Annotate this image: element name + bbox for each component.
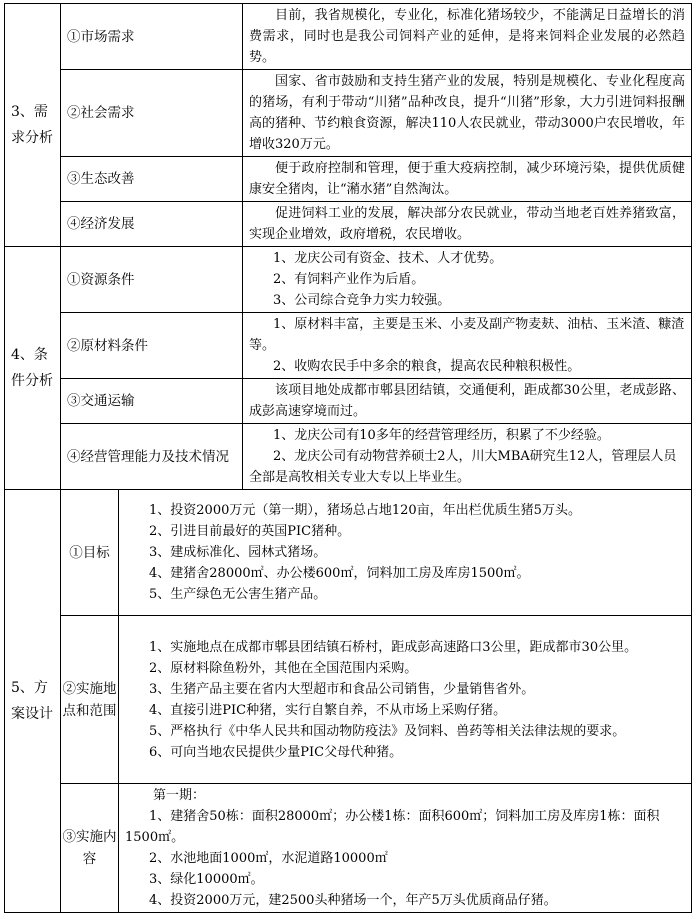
list-item: 2、原材料除鱼粉外，其他在全国范围内采购。 xyxy=(149,660,418,676)
section-5-title: 5、方案设计 xyxy=(5,490,61,913)
demand-ecology-text: 便于政府控制和管理，便于重大疫病控制，减少环境污染，提供优质健康安全猪肉，让“潲水猪”自然淘汰。 xyxy=(243,157,692,202)
list-item: 6、可向当地农民提供少量PIC父母代种猪。 xyxy=(149,744,403,760)
list-item: 3、公司综合竞争力实力较强。 xyxy=(273,293,451,308)
section-3-title: 3、需求分析 xyxy=(5,4,61,247)
list-item: 2、收购农民手中多余的粮食，提高农民种粮积极性。 xyxy=(273,359,581,374)
plan-content-label: ③实施内容 xyxy=(61,784,119,913)
list-item: 3、绿化10000㎡。 xyxy=(149,872,264,887)
list-item: 1、龙庆公司有资金、技术、人才优势。 xyxy=(273,251,503,266)
list-item: 1、龙庆公司有10多年的经营管理经历，积累了不少经验。 xyxy=(273,428,610,443)
list-item: 3、生猪产品主要在省内大型超市和食品公司销售，少量销售省外。 xyxy=(149,681,535,697)
list-item: 2、水池地面1000㎡，水泥道路10000㎡ xyxy=(149,851,388,866)
list-item: 1、投资2000万元（第一期），猪场总占地120亩，年出栏优质生猪5万头。 xyxy=(149,503,581,518)
analysis-table xyxy=(4,3,692,913)
list-item: 2、有饲料产业作为后盾。 xyxy=(273,272,425,287)
demand-ecology-label: ③生态改善 xyxy=(61,157,243,202)
phase-title: 第一期： xyxy=(153,788,206,803)
plan-site-text xyxy=(119,616,692,784)
cond-management-label: ④经营管理能力及技术情况 xyxy=(61,424,243,490)
list-item: 4、直接引进PIC种猪，实行自繁自养，不从市场上采购仔猪。 xyxy=(149,702,507,718)
demand-market-label: ①市场需求 xyxy=(61,4,243,70)
cond-transport-label: ③交通运输 xyxy=(61,379,243,424)
cond-resource-label: ①资源条件 xyxy=(61,247,243,313)
list-item: 4、投资2000万元，建2500头种猪场一个，年产5万头优质商品仔猪。 xyxy=(149,893,557,908)
plan-goal-label: ①目标 xyxy=(61,490,119,616)
demand-social-text: 国家、省市鼓励和支持生猪产业的发展，特别是规模化、专业化程度高的猪场，有利于带动“川猪”品种改良，提升“川猪”形象，大力引进饲料报酬高的猪种、节约粮食资源，解决110人农民就业，带动3000户农民增收，年增收320万元。 xyxy=(243,70,692,157)
cond-transport-text: 该项目地处成都市郫县团结镇，交通便利，距成都30公里，老成彭路、成彭高速穿境而过。 xyxy=(243,379,692,424)
list-item: 3、建成标准化、园林式猪场。 xyxy=(149,545,327,560)
list-item: 2、龙庆公司有动物营养硕士2人，川大MBA研究生12人，管理层人员全部是高牧相关专业大专以上毕业生。 xyxy=(249,449,677,485)
list-item: 5、生产绿色无公害生猪产品。 xyxy=(149,587,327,602)
list-item: 1、实施地点在成都市郫县团结镇石桥村，距成彭高速路口3公里，距成都市30公里。 xyxy=(149,639,638,655)
cond-material-label: ②原材料条件 xyxy=(61,313,243,379)
list-item: 1、原材料丰富，主要是玉米、小麦及副产物麦麸、油枯、玉米渣、糠渣等。 xyxy=(249,317,685,353)
list-item: 4、建猪舍28000㎡、办公楼600㎡，饲料加工房及库房1500㎡。 xyxy=(149,566,530,581)
demand-social-label: ②社会需求 xyxy=(61,70,243,157)
cond-resource-text xyxy=(243,247,692,313)
plan-content-text xyxy=(119,784,692,913)
plan-site-label: ②实施地点和范围 xyxy=(61,616,119,784)
list-item: 5、严格执行《中华人民共和国动物防疫法》及饲料、兽药等相关法律法规的要求。 xyxy=(149,723,626,739)
demand-market-text: 目前，我省规模化，专业化，标准化猪场较少，不能满足日益增长的消费需求，同时也是我公司饲料产业的延伸，是将来饲料企业发展的必然趋势。 xyxy=(243,4,692,70)
plan-goal-text xyxy=(119,490,692,616)
demand-economy-text: 促进饲料工业的发展，解决部分农民就业，带动当地老百姓养猪致富，实现企业增效，政府增税，农民增收。 xyxy=(243,202,692,247)
list-item: 1、建猪舍50栋：面积28000㎡；办公楼1栋：面积600㎡；饲料加工房及库房1栋：面积1500㎡。 xyxy=(125,809,660,845)
cond-management-text xyxy=(243,424,692,490)
demand-economy-label: ④经济发展 xyxy=(61,202,243,247)
cond-material-text xyxy=(243,313,692,379)
section-4-title: 4、条件分析 xyxy=(5,247,61,490)
list-item: 2、引进目前最好的英国PIC猪种。 xyxy=(149,524,351,539)
